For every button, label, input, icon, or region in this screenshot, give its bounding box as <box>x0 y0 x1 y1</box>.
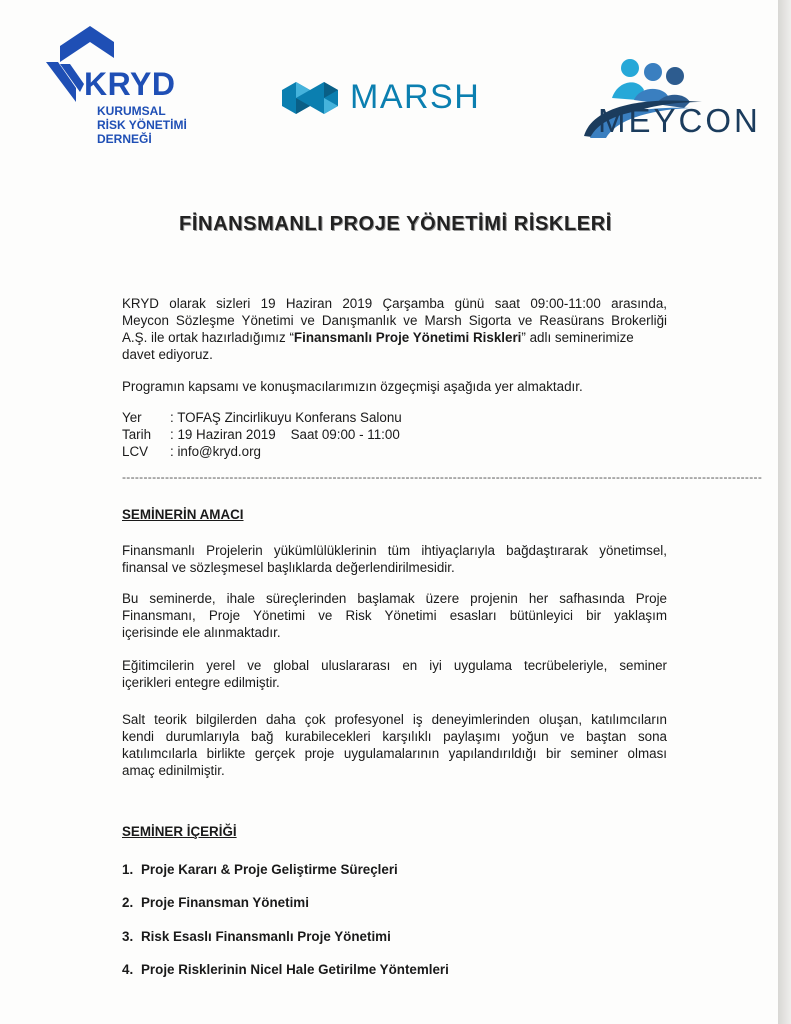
purpose-paragraph-3 <box>122 657 667 691</box>
purpose-paragraph-2 <box>122 590 667 641</box>
content-item-4-text: Proje Risklerinin Nicel Hale Getirilme Yöntemleri <box>141 962 449 977</box>
purpose-p4-line-1: Salt teorik bilgilerden daha çok profesyonel iş deneyimlerinden oluşan, katılımcıların <box>122 712 667 727</box>
content-item-4 <box>122 962 449 977</box>
invitation-line-3-pre: A.Ş. ile ortak hazırladığımız “ <box>122 330 294 345</box>
invitation-line-3 <box>122 329 667 346</box>
kryd-subtitle-2: RİSK YÖNETİMİ <box>97 118 187 132</box>
purpose-p3-line-1: Eğitimcilerin yerel ve global uluslararası en iyi uygulama tecrübeleriyle, seminer <box>122 658 667 673</box>
marsh-mark-icon <box>282 82 340 114</box>
detail-date <box>122 426 522 443</box>
content-heading: SEMİNER İÇERİĞİ <box>122 824 237 839</box>
content-item-4-number: 4. <box>122 962 134 977</box>
purpose-p2-line-1: Bu seminerde, ihale süreçlerinden başlamak üzere projenin her safhasında Proje <box>122 591 667 606</box>
detail-venue <box>122 409 522 426</box>
content-item-2-number: 2. <box>122 895 134 910</box>
content-item-1-number: 1. <box>122 862 134 877</box>
page-edge-shadow <box>778 0 791 1024</box>
detail-date-value: : 19 Haziran 2019 Saat 09:00 - 11:00 <box>170 427 400 442</box>
detail-date-label: Tarih <box>122 427 152 442</box>
invitation-line-4: davet ediyoruz. <box>122 347 213 362</box>
kryd-subtitle-3: DERNEĞİ <box>97 132 152 146</box>
purpose-p1-line-1: Finansmanlı Projelerin yükümlülüklerinin tüm ihtiyaçlarıyla bağdaştırarak yönetimsel, <box>122 543 667 558</box>
marsh-logo <box>282 78 512 122</box>
kryd-subtitle-1: KURUMSAL <box>97 104 166 118</box>
content-item-1 <box>122 862 398 877</box>
kryd-logo <box>40 22 200 152</box>
purpose-p4-line-3: katılımcılarla birlikte gerçek proje uygulamalarının yapılandırıldığı bir seminer olması <box>122 746 667 761</box>
detail-rsvp <box>122 443 522 460</box>
content-item-3-number: 3. <box>122 929 134 944</box>
purpose-p4-line-4: amaç edinilmiştir. <box>122 763 225 778</box>
meycon-logo <box>578 56 761 146</box>
kryd-wordmark: KRYD <box>84 66 176 102</box>
detail-rsvp-label: LCV <box>122 444 149 459</box>
document-title: FİNANSMANLI PROJE YÖNETİMİ RİSKLERİ <box>179 213 612 235</box>
invitation-paragraph <box>122 295 667 363</box>
detail-rsvp-value: : info@kryd.org <box>170 444 261 459</box>
invitation-line-3-post: ” adlı seminerimize <box>521 330 634 345</box>
detail-venue-label: Yer <box>122 410 142 425</box>
purpose-p2-line-3: içerisinde ele alınmaktadır. <box>122 625 281 640</box>
content-item-3-text: Risk Esaslı Finansmanlı Proje Yönetimi <box>141 929 391 944</box>
content-item-2-text: Proje Finansman Yönetimi <box>141 895 309 910</box>
content-item-1-text: Proje Kararı & Proje Geliştirme Süreçleri <box>141 862 398 877</box>
program-note: Programın kapsamı ve konuşmacılarımızın özgeçmişi aşağıda yer almaktadır. <box>122 379 583 394</box>
separator-line: ----------------------------------------------------------------------------------------------------------------------------------------------------- <box>122 470 763 484</box>
content-item-2 <box>122 895 309 910</box>
purpose-p3-line-2: içerikleri entegre edilmiştir. <box>122 675 280 690</box>
content-item-3 <box>122 929 391 944</box>
purpose-p1-line-2: finansal ve sözleşmesel başlıklarda değerlendirilmesidir. <box>122 560 455 575</box>
purpose-p4-line-2: kendi durumlarıyla bağ kurabilecekleri karşılıklı paylaşımı yoğun ve baştan sona <box>122 729 667 744</box>
purpose-p2-line-2: Finansmanı, Proje Yönetimi ve Risk Yönetimi esasları bütünleyici bir yaklaşım <box>122 608 667 623</box>
purpose-heading: SEMİNERİN AMACI <box>122 507 244 522</box>
invitation-line-1: KRYD olarak sizleri 19 Haziran 2019 Çarşamba günü saat 09:00-11:00 arasında, <box>122 296 667 311</box>
marsh-wordmark: MARSH <box>350 78 481 116</box>
meycon-wordmark: MEYCON <box>598 102 761 139</box>
detail-venue-value: : TOFAŞ Zincirlikuyu Konferans Salonu <box>170 410 402 425</box>
seminar-name: Finansmanlı Proje Yönetimi Riskleri <box>293 330 522 345</box>
purpose-paragraph-1 <box>122 542 667 576</box>
purpose-paragraph-4 <box>122 711 667 779</box>
event-details <box>122 409 522 460</box>
invitation-line-2: Meycon Sözleşme Yönetimi ve Danışmanlık ve Marsh Sigorta ve Reasürans Brokerliği <box>122 313 667 328</box>
